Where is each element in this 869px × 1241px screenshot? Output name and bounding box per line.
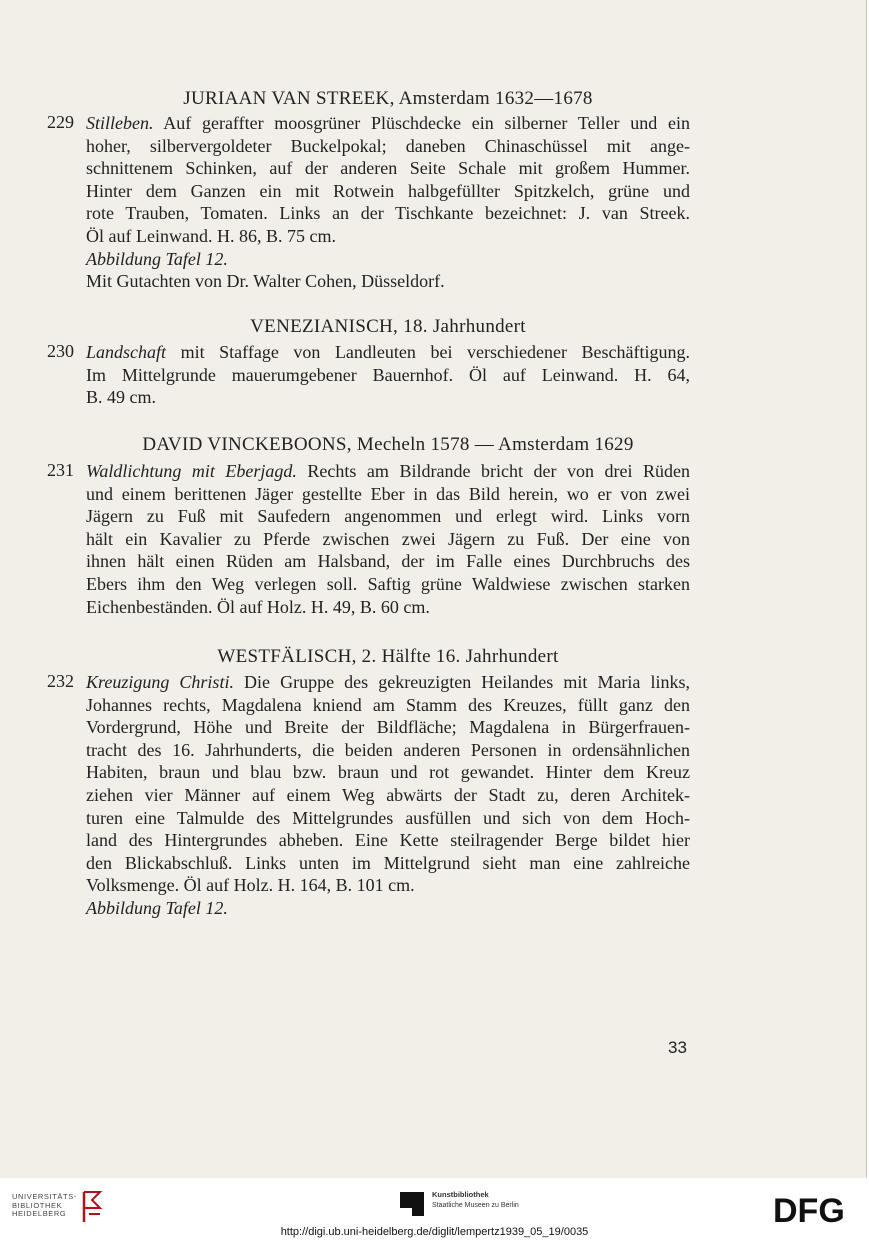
source-url[interactable]: http://digi.ub.uni-heidelberg.de/diglit/lempertz1939_05_19/0035 bbox=[280, 1226, 589, 1238]
page-number: 33 bbox=[668, 1038, 687, 1057]
dfg-logo-text: DFG bbox=[773, 1192, 845, 1226]
entry-note: Mit Gutachten von Dr. Walter Cohen, Düsseldorf. bbox=[86, 271, 445, 292]
entry-number: 232 bbox=[47, 671, 74, 691]
heading-229: JURIAAN VAN STREEK, Amsterdam 1632—1678 bbox=[183, 88, 593, 109]
heading-232: WESTFÄLISCH, 2. Hälfte 16. Jahrhundert bbox=[217, 646, 559, 667]
entry-number: 231 bbox=[47, 460, 74, 480]
heading-230: VENEZIANISCH, 18. Jahrhundert bbox=[250, 316, 526, 337]
entry-number: 229 bbox=[47, 112, 74, 132]
entry-body: Waldlichtung mit Eberjagd. Rechts am Bildrande bricht der von drei Rüden und einem berittenen Jäger gestellte Eber in das Bild herein, wo er von zwei Jägern zu Fuß mit Saufedern angenommen und erlegt wird. Links vorn hält ein Kavalier zu Pferde zwischen zwei Jägern zu Fuß. Der eine von ihnen hält einen Rüden am Halsband, der im Falle eines Durchbruchs des Ebers ihm den Weg verlegen soll. Saftig grüne Waldwiese zwischen starken Eichenbeständen. Öl auf Holz. H. 49, B. 60 cm. bbox=[86, 461, 691, 617]
illustration-ref: Abbildung Tafel 12. bbox=[86, 897, 228, 918]
kunstbibliothek-label: Kunstbibliothek Staatliche Museen zu Berlin bbox=[432, 1190, 519, 1209]
entry-title: Stilleben. bbox=[86, 113, 154, 133]
entry-body: Landschaft mit Staffage von Landleuten bei verschiedener Beschäftigung. Im Mittelgrunde mauerumgebener Bauernhof. Öl auf Leinwand. H. 64, B. 49 cm. bbox=[86, 342, 691, 408]
entry-body: Kreuzigung Christi. Die Gruppe des gekreuzigten Heilandes mit Maria links, Johannes rechts, Magdalena kniend am Stamm des Kreuzes, füllt ganz den Vordergrund, Höhe und Breite der Bildfläche; Magdalena in Bürgerfrauen- tracht des 16. Jahrhunderts, die beiden anderen Personen in ordensähnlichen Habiten, braun und blau bzw. braun und rot gewandet. Hinter dem Kreuz ziehen vier Männer auf einem Weg abwärts der Stadt zu, deren Architek- turen eine Talmulde des Mittelgrundes ausfüllen und sich von dem Hoch- land des Hintergrundes abheben. Eine Kette steilragender Berge bildet hier den Blickabschluß. Links unten im Mittelgrund sieht man eine zahlreiche Volksmenge. Öl auf Holz. H. 164, B. 101 cm. Abbildung Tafel 12. bbox=[86, 672, 691, 918]
illustration-ref: Abbildung Tafel 12. bbox=[86, 248, 228, 269]
university-logo-icon bbox=[80, 1188, 104, 1224]
dfg-logo bbox=[773, 1192, 859, 1226]
kunstbibliothek-logo-icon bbox=[398, 1190, 426, 1218]
entry-title: Landschaft bbox=[86, 342, 167, 362]
university-library-label: UNIVERSITÄTS- BIBLIOTHEK HEIDELBERG bbox=[12, 1192, 77, 1218]
entry-title: Kreuzigung Christi. bbox=[86, 672, 234, 692]
heading-231: DAVID VINCKEBOONS, Mecheln 1578 — Amsterdam 1629 bbox=[142, 434, 634, 455]
entry-number: 230 bbox=[47, 341, 74, 361]
entry-body: Stilleben. Auf geraffter moosgrüner Plüschdecke ein silberner Teller und ein hoher, silbervergoldeter Buckelpokal; daneben Chinaschüssel mit ange- schnittenem Schinken, auf der anderen Seite Schale mit großem Hummer. Hinter dem Ganzen ein mit Rotwein halbgefüllter Spitzkelch, grüne und rote Trauben, Tomaten. Links an der Tischkante bezeichnet: J. van Streek. Öl auf Leinwand. H. 86, B. 75 cm. Abbildung Tafel 12. Mit Gutachten von Dr. Walter Cohen, Düsseldorf. bbox=[86, 113, 690, 292]
entry-title: Waldlichtung mit Eberjagd. bbox=[86, 461, 297, 481]
